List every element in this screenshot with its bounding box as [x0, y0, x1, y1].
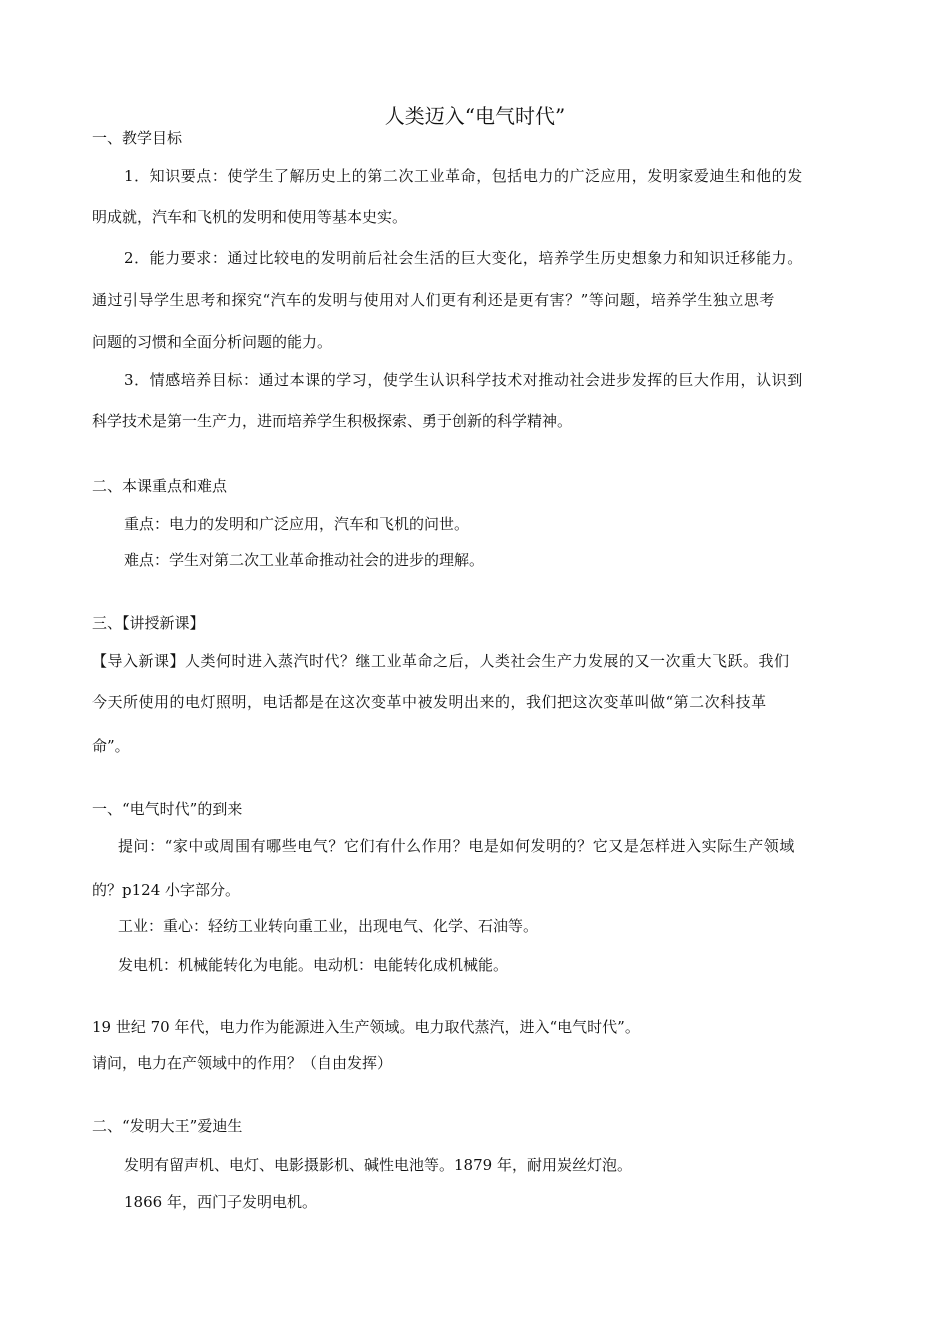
section-heading-new-lesson: 三、【讲授新课】	[92, 614, 205, 632]
paragraph-line: 3．情感培养目标：通过本课的学习，使学生认识科学技术对推动社会进步发挥的巨大作用，认识到	[124, 371, 803, 389]
paragraph-line: 问题的习惯和全面分析问题的能力。	[92, 333, 333, 351]
section-heading-edison: 二、“发明大王”爱迪生	[92, 1117, 243, 1135]
paragraph-line: 通过引导学生思考和探究“汽车的发明与使用对人们更有利还是更有害？”等问题，培养学生独立思考	[92, 291, 775, 309]
paragraph-line: 科学技术是第一生产力，进而培养学生积极探索、勇于创新的科学精神。	[92, 412, 573, 430]
paragraph-line: 难点：学生对第二次工业革命推动社会的进步的理解。	[124, 551, 485, 569]
paragraph-line: 请问，电力在产领域中的作用？（自由发挥）	[92, 1054, 393, 1072]
section-heading-key-points: 二、本课重点和难点	[92, 477, 228, 495]
paragraph-line: 重点：电力的发明和广泛应用，汽车和飞机的问世。	[124, 515, 470, 533]
paragraph-line: 命”。	[92, 737, 130, 755]
paragraph-line: 2．能力要求：通过比较电的发明前后社会生活的巨大变化，培养学生历史想象力和知识迁移能力。	[124, 249, 803, 267]
section-heading-electric-age: 一、“电气时代”的到来	[92, 800, 243, 818]
paragraph-line: 的？p124 小字部分。	[92, 881, 241, 899]
paragraph-line: 1．知识要点：使学生了解历史上的第二次工业革命，包括电力的广泛应用，发明家爱迪生和他的发	[124, 167, 803, 185]
paragraph-line: 19 世纪 70 年代，电力作为能源进入生产领域。电力取代蒸汽，进入“电气时代”。	[92, 1018, 640, 1036]
document-title: 人类迈入“电气时代”	[384, 104, 566, 128]
paragraph-line: 【导入新课】人类何时进入蒸汽时代？继工业革命之后，人类社会生产力发展的又一次重大飞跃。我们	[92, 652, 790, 670]
paragraph-line: 工业：重心：轻纺工业转向重工业，出现电气、化学、石油等。	[118, 917, 539, 935]
paragraph-line: 发电机：机械能转化为电能。电动机：电能转化成机械能。	[118, 956, 509, 974]
paragraph-line: 1866 年，西门子发明电机。	[124, 1193, 317, 1211]
paragraph-line: 提问：“家中或周围有哪些电气？它们有什么作用？电是如何发明的？它又是怎样进入实际生产领域	[118, 837, 795, 855]
paragraph-line: 明成就，汽车和飞机的发明和使用等基本史实。	[92, 208, 408, 226]
section-heading-objectives: 一、教学目标	[92, 129, 183, 147]
paragraph-line: 发明有留声机、电灯、电影摄影机、碱性电池等。1879 年，耐用炭丝灯泡。	[124, 1156, 632, 1174]
paragraph-line: 今天所使用的电灯照明，电话都是在这次变革中被发明出来的，我们把这次变革叫做“第二次科技革	[92, 693, 767, 711]
